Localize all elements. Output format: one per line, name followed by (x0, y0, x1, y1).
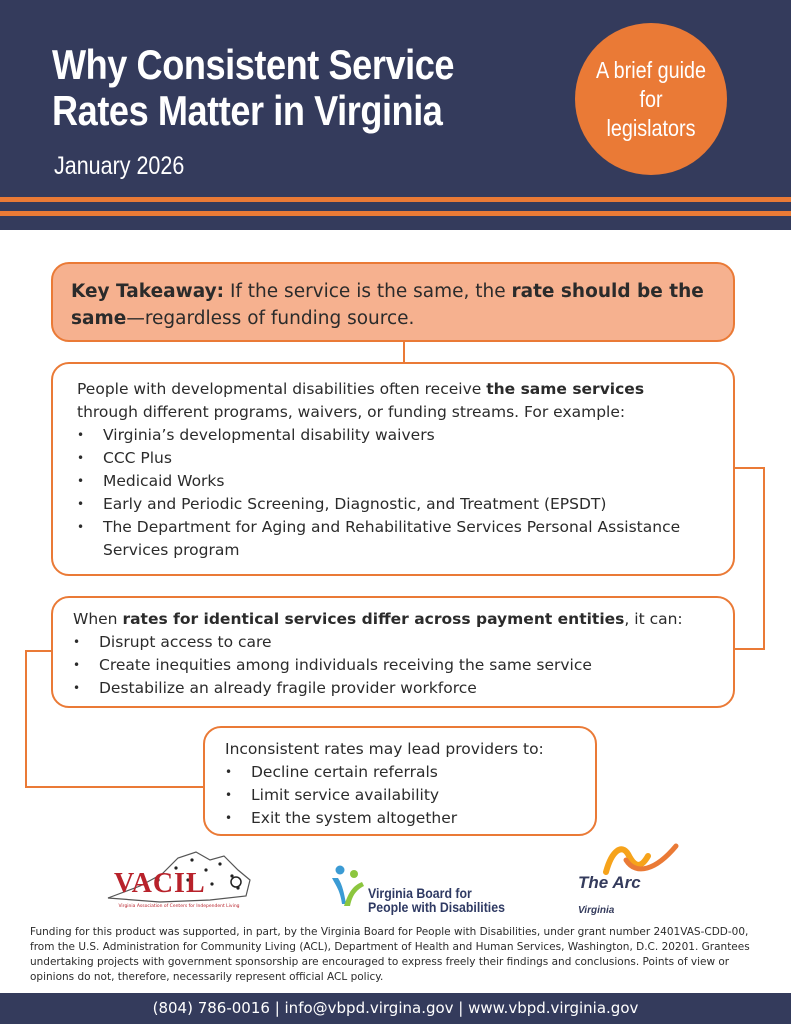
same-services-box (51, 362, 735, 576)
vacil-logo (100, 846, 260, 916)
bullet-icon: • (77, 451, 85, 465)
publication-date: January 2026 (54, 152, 185, 180)
page-title: Why Consistent Service Rates Matter in Virginia (52, 41, 455, 134)
vacil-tagline: Virginia Association of Centers for Independent Living (118, 904, 240, 909)
list-item: • Destabilize an already fragile provider workforce (73, 677, 713, 700)
bullet-icon: • (77, 520, 85, 534)
impact-list (73, 631, 713, 700)
arc-state: Virginia (578, 905, 615, 916)
list-item: • Create inequities among individuals receiving the same service (73, 654, 713, 677)
key-takeaway-label: Key Takeaway: (71, 281, 225, 302)
the-arc-logo (576, 840, 696, 920)
key-takeaway-box (51, 262, 735, 342)
rate-differences-box (51, 596, 735, 708)
bullet-icon: • (73, 681, 81, 695)
header-banner (0, 0, 791, 230)
bullet-icon: • (73, 658, 81, 672)
list-item: • Disrupt access to care (73, 631, 713, 654)
bullet-icon: • (77, 497, 85, 511)
list-item: • Medicaid Works (77, 470, 709, 493)
key-takeaway-emphasis: rate should be the same (71, 281, 704, 329)
bullet-icon: • (77, 474, 85, 488)
connector-key-to-services (403, 342, 405, 362)
connector-services-to-rates (735, 467, 765, 650)
contact-info: (804) 786-0016 | info@vbpd.virgina.gov | www.vbpd.virginia.gov (152, 999, 639, 1017)
guide-badge-text: A brief guide for legislators (596, 56, 706, 141)
list-item: • Virginia’s developmental disability waivers (77, 424, 709, 447)
list-item: • Exit the system altogether (225, 807, 575, 830)
vbpd-logo (330, 866, 530, 916)
rate-differences-lead: When rates for identical services differ across payment entities, it can: (73, 610, 683, 628)
arc-wordmark: The Arc (578, 873, 641, 892)
list-item: • Limit service availability (225, 784, 575, 807)
guide-badge (575, 23, 727, 175)
vacil-wordmark: VACIL (114, 868, 206, 899)
list-item: • CCC Plus (77, 447, 709, 470)
provider-impact-lead: Inconsistent rates may lead providers to: (225, 740, 544, 758)
bullet-icon: • (73, 635, 81, 649)
list-item: • Early and Periodic Screening, Diagnostic, and Treatment (EPSDT) (77, 493, 709, 516)
same-services-lead: People with developmental disabilities often receive the same services through different programs, waivers, or funding streams. For example: (77, 380, 645, 421)
list-item: • The Department for Aging and Rehabilitative Services Personal Assistance Services program (77, 518, 681, 559)
provider-impact-box (203, 726, 597, 836)
bullet-icon: • (225, 811, 233, 825)
provider-list (225, 761, 575, 830)
bullet-icon: • (77, 428, 85, 442)
vbpd-wordmark: Virginia Board for People with Disabilities (368, 885, 505, 915)
key-takeaway-text: Key Takeaway: If the service is the same, the rate should be the same—regardless of funding source. (71, 281, 704, 329)
contact-footer (0, 993, 791, 1024)
bullet-icon: • (225, 788, 233, 802)
list-item: • Decline certain referrals (225, 761, 575, 784)
header-stripe-top (0, 197, 791, 202)
people-figures-icon (330, 864, 366, 910)
program-list (77, 424, 709, 562)
bullet-icon: • (225, 765, 233, 779)
partner-logos (0, 840, 791, 920)
header-stripe-bottom (0, 211, 791, 216)
funding-disclaimer: Funding for this product was supported, in part, by the Virginia Board for People with Disabilities, under grant number 2401VAS-CDD-00, from the U.S. Administration for Community Living (ACL), Department of Health and Human Services, Washington, D.C. 20201. Grantees undertaking projects with government sponsorship are encouraged to express freely their findings and conclusions. Points of view or opinions do not, therefore, necessarily represent official ACL policy. (30, 926, 750, 983)
